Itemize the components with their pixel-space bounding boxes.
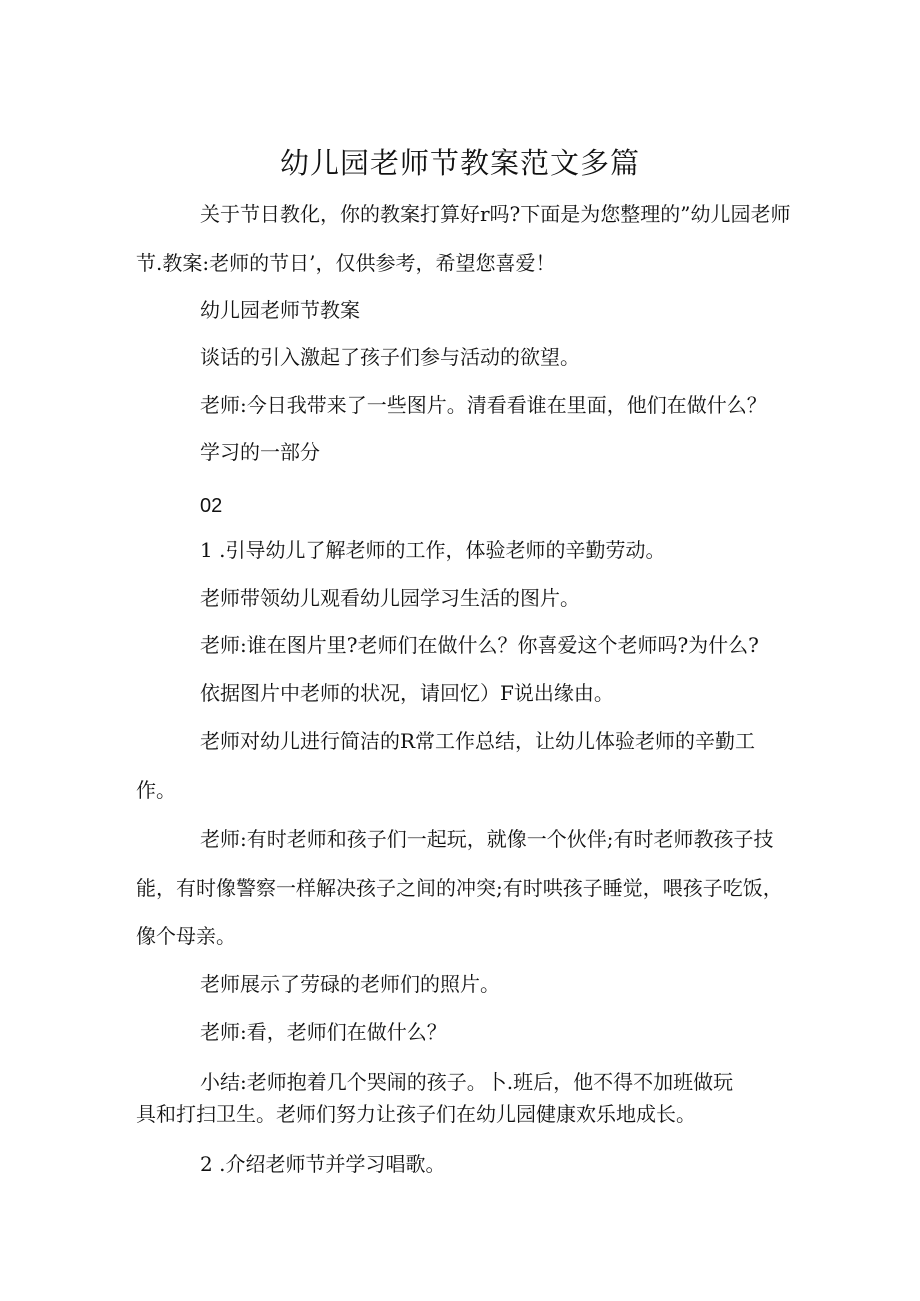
paragraph-line: 依据图片中老师的状况，请回忆）F说出缘由。 [200,681,614,705]
paragraph-line: 能，有时像警察一样解决孩子之间的冲突;有时哄孩子睡觉，喂孩子吃饭， [136,876,783,900]
list-item: 1 .引导幼儿了解老师的工作，体验老师的辛勤劳动。 [200,538,666,562]
paragraph-line: 小结:老师抱着几个哭闹的孩子。卜.班后，他不得不加班做玩 [200,1070,734,1094]
paragraph-line: 作。 [136,778,176,802]
paragraph-line: 老师展示了劳碌的老师们的照片。 [200,972,500,996]
section-number: 02 [200,495,223,517]
paragraph-line: 老师对幼儿进行简洁的R常工作总结，让幼儿体验老师的辛勤工 [200,729,756,753]
paragraph-line: 老师:有时老师和孩子们一起玩，就像一个伙伴;有时老师教孩子技 [200,827,774,851]
paragraph-line: 老师:今日我带来了一些图片。清看看谁在里面，他们在做什么？ [200,393,767,417]
paragraph-line: 节.教案:老师的节日’，仅供参考，希望您喜爱！ [136,251,556,275]
paragraph-line: 老师:看，老师们在做什么？ [200,1020,447,1044]
section-heading: 幼儿园老师节教案 [200,298,360,322]
paragraph-line: 老师:谁在图片里?老师们在做什么？你喜爱这个老师吗?为什么? [200,633,759,657]
paragraph-line: 关于节日教化，你的教案打算好r吗?下面是为您整理的”幼儿园老师 [200,202,791,226]
paragraph-line: 像个母亲。 [136,924,236,948]
paragraph-line: 具和打扫卫生。老师们努力让孩子们在幼儿园健康欢乐地成长。 [136,1102,696,1126]
document-title: 幼儿园老师节教案范文多篇 [279,146,640,180]
paragraph-line: 老师带领幼儿观看幼儿园学习生活的图片。 [200,586,580,610]
list-item: 2 .介绍老师节并学习唱歌。 [200,1152,446,1176]
paragraph-line: 谈话的引入激起了孩子们参与活动的欲望。 [200,345,580,369]
paragraph-line: 学习的一部分 [200,440,320,464]
